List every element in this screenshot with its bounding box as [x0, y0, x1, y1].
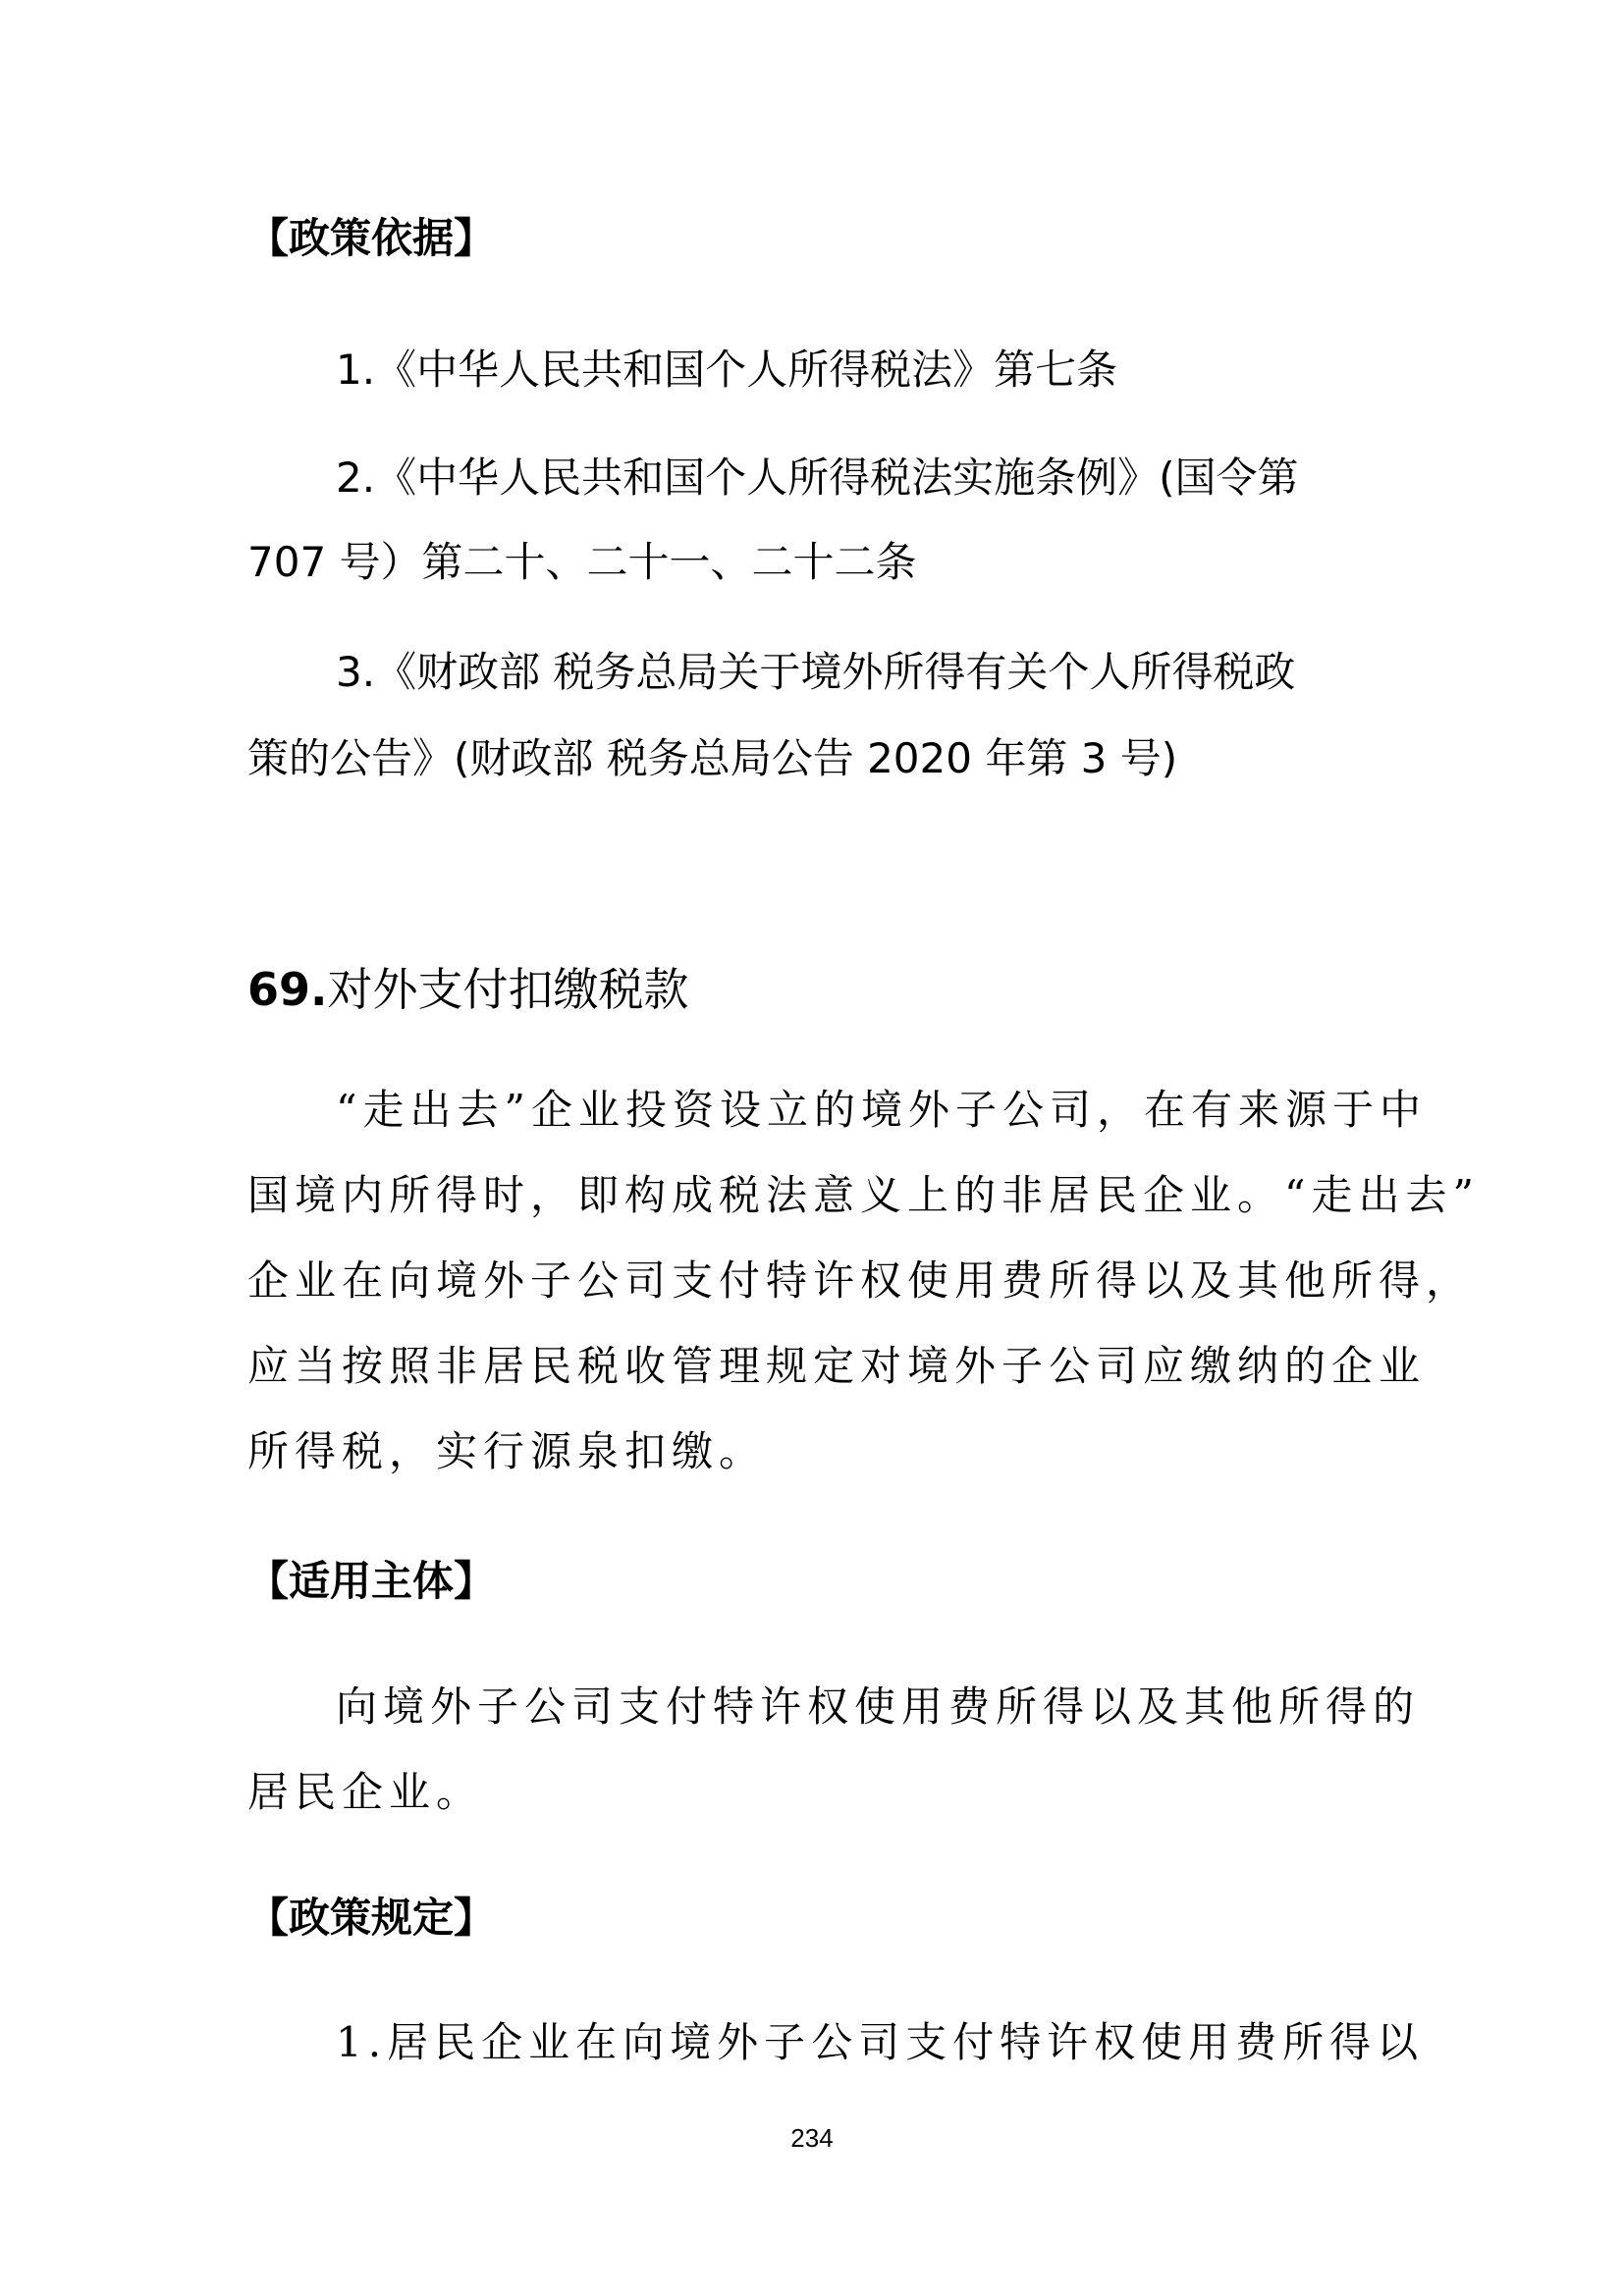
- section-69-paragraph-line-5: 所得税，实行源泉扣缴。: [247, 1427, 767, 1475]
- policy-basis-item-3-cont: 策的公告》(财政部 税务总局公告 2020 年第 3 号): [247, 734, 1178, 782]
- applicable-subject-line-2: 居民企业。: [247, 1768, 484, 1816]
- applicable-subject-heading: 【适用主体】: [247, 1557, 496, 1605]
- page-number: 234: [790, 2123, 834, 2153]
- section-69-title: [247, 963, 689, 1016]
- section-69-number: 69.: [247, 963, 328, 1016]
- section-69-paragraph-line-3: 企业在向境外子公司支付特许权使用费所得以及其他所得，: [247, 1256, 1474, 1305]
- section-69-title-text: 对外支付扣缴税款: [327, 963, 689, 1016]
- policy-basis-heading: 【政策依据】: [247, 214, 496, 262]
- section-69-paragraph-line-1: “走出去”企业投资设立的境外子公司，在有来源于中: [336, 1086, 1427, 1134]
- policy-basis-item-3: 3.《财政部 税务总局关于境外所得有关个人所得税政: [336, 648, 1296, 696]
- policy-rules-line-1: 1.居民企业在向境外子公司支付特许权使用费所得以: [336, 2018, 1425, 2066]
- policy-basis-item-2: 2.《中华人民共和国个人所得税法实施条例》(国令第: [336, 454, 1299, 502]
- policy-basis-item-2-cont: 707 号）第二十、二十一、二十二条: [247, 538, 917, 586]
- section-69-paragraph-line-2: 国境内所得时，即构成税法意义上的非居民企业。“走出去”: [247, 1171, 1480, 1219]
- policy-rules-heading: 【政策规定】: [247, 1894, 496, 1942]
- section-69-paragraph-line-4: 应当按照非居民税收管理规定对境外子公司应缴纳的企业: [247, 1342, 1427, 1390]
- applicable-subject-line-1: 向境外子公司支付特许权使用费所得以及其他所得的: [336, 1682, 1421, 1731]
- policy-basis-item-1: 1.《中华人民共和国个人所得税法》第七条: [336, 346, 1118, 394]
